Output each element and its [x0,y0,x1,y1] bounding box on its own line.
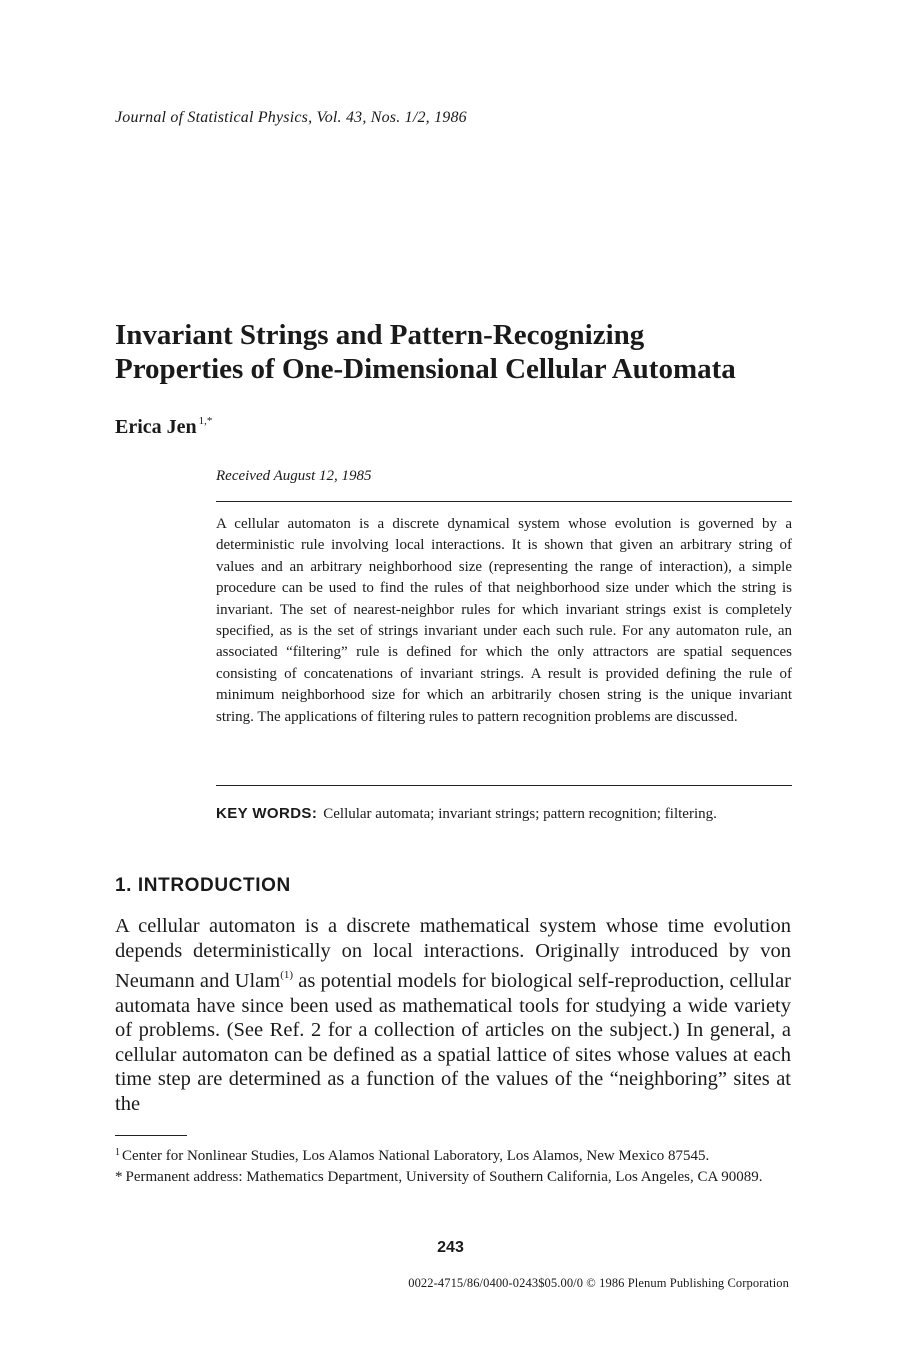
author-affiliation-marks: 1,* [198,415,213,427]
received-date: Received August 12, 1985 [216,468,372,484]
footnote-star-mark: * [115,1168,123,1185]
footnote-1-text: Center for Nonlinear Studies, Los Alamos National Laboratory, Los Alamos, New Mexico 87545. [122,1148,710,1164]
footnotes [115,1143,791,1187]
footnote-star [115,1167,791,1188]
intro-text-part-1: A cellular automaton is a discrete mathematical system whose time evolution depends deterministically on local interactions. Originally introduced by von Neumann and Ulam [115,915,791,992]
footnote-star-text: Permanent address: Mathematics Department, University of Southern California, Los Angeles, CA 90089. [125,1168,763,1185]
citation-ref-1: (1) [280,969,294,981]
footnote-1 [115,1143,791,1167]
intro-text-part-2: as potential models for biological self-reproduction, cellular automata have since been used as mathematical tools for studying a wide variety of problems. (See Ref. 2 for a collection of articles on the subject.) In general, a cellular automaton can be defined as a spatial lattice of sites whose values at each time step are determined as a function of the values of the “neighboring” sites at the [115,970,791,1115]
introduction-paragraph [115,914,791,1116]
keywords-label: KEY WORDS: [216,805,318,822]
abstract: A cellular automaton is a discrete dynamical system whose evolution is governed by a deterministic rule involving local interactions. It is shown that given an arbitrary string of values and an arbitrary neighborhood size (representing the range of interaction), a simple procedure can be used to find the rules of that neighborhood size under which the string is invariant. The set of nearest-neighbor rules for which invariant strings exist is completely specified, as is the set of strings invariant under each such rule. For any automaton rule, an associated “filtering” rule is defined for which the only attractors are spatial sequences consisting of concatenations of invariant strings. A result is provided defining the rule of minimum neighborhood size for which an arbitrarily chosen string is the unique invariant string. The applications of filtering rules to pattern recognition problems are discussed. [216,516,792,725]
copyright-line: 0022-4715/86/0400-0243$05.00/0 © 1986 Plenum Publishing Corporation [408,1276,789,1290]
footnote-1-mark: 1 [115,1147,120,1158]
title-line-2: Properties of One-Dimensional Cellular Automata [115,353,736,385]
keywords-text: Cellular automata; invariant strings; pattern recognition; filtering. [323,806,717,822]
author-name: Erica Jen [115,416,197,438]
title-line-1: Invariant Strings and Pattern-Recognizing [115,319,645,351]
journal-citation: Journal of Statistical Physics, Vol. 43, Nos. 1/2, 1986 [115,109,467,126]
keywords [216,803,792,825]
page-number: 243 [437,1239,464,1256]
abstract-bottom-rule [216,785,792,786]
abstract-top-rule [216,501,792,502]
paper-title [115,318,815,386]
author [115,415,212,439]
section-heading-introduction: 1. INTRODUCTION [115,875,291,896]
footnote-rule [115,1135,187,1136]
